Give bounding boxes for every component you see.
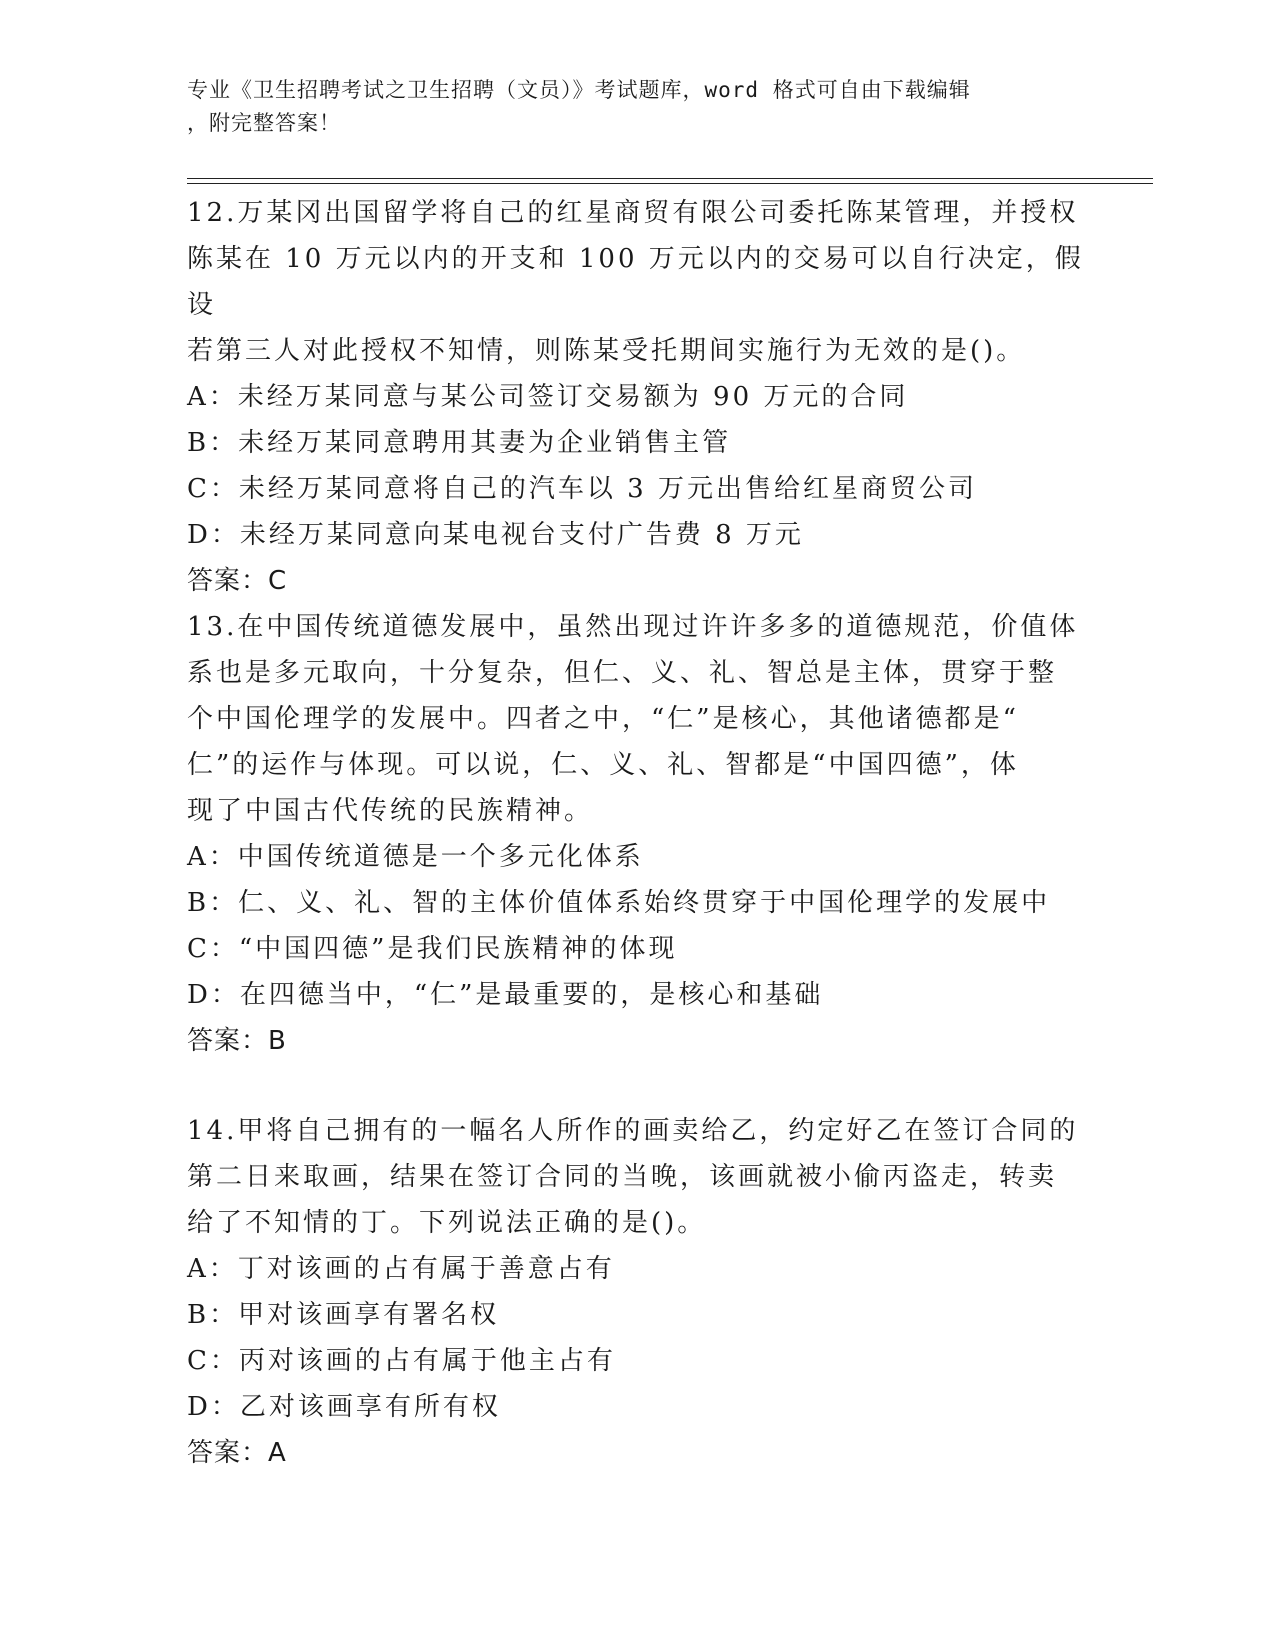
- option-b: B：仁、义、礼、智的主体价值体系始终贯穿于中国伦理学的发展中: [187, 888, 1051, 918]
- stem-line: 给了不知情的丁。下列说法正确的是()。: [187, 1208, 707, 1238]
- document-header: [187, 74, 1067, 140]
- question-stem: [187, 604, 1087, 834]
- stem-line: 陈某在 10 万元以内的开支和 100 万元以内的交易可以自行决定，假设: [187, 244, 1084, 320]
- stem-line: 系也是多元取向，十分复杂，但仁、义、礼、智总是主体，贯穿于整: [187, 658, 1058, 688]
- option-c: C：未经万某同意将自己的汽车以 3 万元出售给红星商贸公司: [187, 474, 977, 504]
- option-b: B：甲对该画享有署名权: [187, 1300, 500, 1330]
- option-a: A：未经万某同意与某公司签订交易额为 90 万元的合同: [187, 382, 909, 412]
- option-d: D：未经万某同意向某电视台支付广告费 8 万元: [187, 520, 804, 550]
- question-13: [187, 604, 1087, 1054]
- option-b: B：未经万某同意聘用其妻为企业销售主管: [187, 428, 732, 458]
- stem-line: 第二日来取画，结果在签订合同的当晚，该画就被小偷丙盗走，转卖: [187, 1162, 1058, 1192]
- question-stem: [187, 190, 1087, 374]
- option-a: A：中国传统道德是一个多元化体系: [187, 842, 644, 872]
- stem-line: 13.在中国传统道德发展中，虽然出现过许许多多的道德规范，价值体: [187, 612, 1079, 642]
- stem-line: 12.万某冈出国留学将自己的红星商贸有限公司委托陈某管理，并授权: [187, 198, 1079, 228]
- question-12: [187, 190, 1087, 596]
- option-d: D：在四德当中，“仁”是最重要的，是核心和基础: [187, 980, 824, 1010]
- stem-line: 个中国伦理学的发展中。四者之中，“仁”是核心，其他诸德都是“: [187, 704, 1019, 734]
- option-d: D：乙对该画享有所有权: [187, 1392, 501, 1422]
- answer-label: 答案：A: [187, 1438, 287, 1468]
- header-divider-bottom: [187, 183, 1153, 184]
- answer-label: 答案：B: [187, 1026, 287, 1056]
- answer-label: 答案：C: [187, 566, 288, 596]
- question-14: [187, 1108, 1087, 1468]
- option-c: C：“中国四德”是我们民族精神的体现: [187, 934, 678, 964]
- option-c: C：丙对该画的占有属于他主占有: [187, 1346, 616, 1376]
- stem-line: 若第三人对此授权不知情，则陈某受托期间实施行为无效的是()。: [187, 336, 1026, 366]
- stem-line: 14.甲将自己拥有的一幅名人所作的画卖给乙，约定好乙在签订合同的: [187, 1116, 1079, 1146]
- question-stem: [187, 1108, 1087, 1246]
- header-line-2: ，附完整答案！: [187, 111, 341, 135]
- header-line-1: 专业《卫生招聘考试之卫生招聘（文员）》考试题库，word 格式可自由下载编辑: [187, 78, 971, 102]
- stem-line: 现了中国古代传统的民族精神。: [187, 796, 594, 826]
- question-list: [187, 190, 1087, 1522]
- stem-line: 仁”的运作与体现。可以说，仁、义、礼、智都是“中国四德”，体: [187, 750, 1019, 780]
- option-a: A：丁对该画的占有属于善意占有: [187, 1254, 615, 1284]
- header-divider-top: [187, 178, 1153, 179]
